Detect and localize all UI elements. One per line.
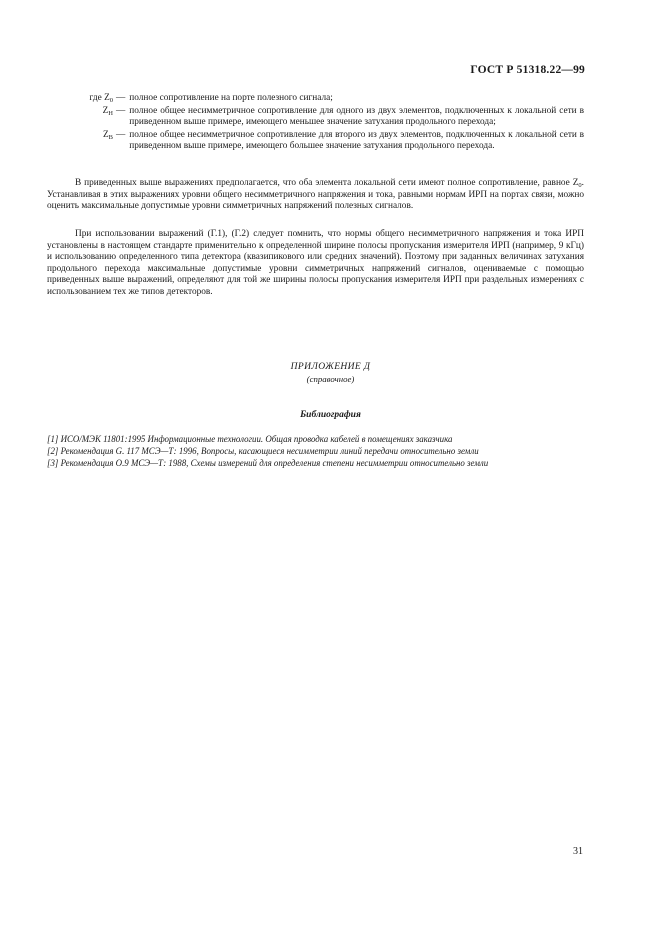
standard-id-header: ГОСТ Р 51318.22—99 — [470, 64, 585, 76]
definition-text: полное сопротивление на порте полезного сигнала; — [129, 93, 333, 103]
bibliography-list — [47, 434, 607, 469]
definition-subscript: В — [108, 133, 113, 141]
appendix-subtitle: (справочное) — [306, 374, 355, 384]
definition-term — [60, 106, 116, 129]
definition-term — [60, 130, 116, 153]
definition-subscript: 0 — [109, 97, 113, 104]
bibliography-item: [2] Рекомендация G. 117 МСЭ—Т: 1996, Вопросы, касающиеся несимметрии линий передачи относительно земли — [47, 445, 479, 456]
paragraph-subscript: 0 — [578, 182, 582, 189]
paragraph-note: При использовании выражений (Г.1), (Г.2) следует помнить, что нормы общего несимметричного напряжения и тока ИРП установлены в настоящем стандарте применительно к определенной ширине полосы пропускания измерителя ИРП (например, 9 кГц) и использованию определенного типа детектора (квазипикового или средних значений). Поэтому при заданных величинах затухания продольного перехода максимальные допустимые уровни симметричных напряжений сигналов, оцениваемые с помощью приведенных выше выражений, определяют для той же ширины полосы пропускания измерителя ИРП при раздельных измерениях с использованием тех же типов детекторов. — [47, 229, 584, 297]
bibliography-item: [3] Рекомендация О.9 МСЭ—Т: 1988, Схемы измерений для определения степени несимметрии относительно земли — [47, 457, 489, 468]
definition-term — [60, 93, 116, 105]
definition-text: полное общее несимметричное сопротивление для второго из двух элементов, подключенных к локальной сети в приведенном выше примере, имеющего большее значение затухания продольного перехода. — [129, 129, 584, 152]
appendix-title: ПРИЛОЖЕНИЕ Д — [290, 362, 371, 372]
definition-dash: — — [116, 93, 126, 103]
definition-dash: — — [116, 129, 126, 140]
page-number: 31 — [573, 846, 583, 857]
definition-symbol: Z — [102, 129, 109, 140]
definition-text: полное общее несимметричное сопротивление для одного из двух элементов, подключенных к локальной сети в приведенном выше примере, имеющего меньшее значение затухания продольного перехода; — [129, 105, 584, 128]
paragraph-text: В приведенных выше выражениях предполагается, что оба элемента локальной сети имеют полное сопротивление, равное Z — [75, 178, 579, 188]
definition-symbol: Z — [104, 93, 110, 103]
definitions-list — [60, 93, 584, 154]
bibliography-title: Библиография — [300, 410, 361, 420]
definition-zv — [60, 130, 584, 153]
bibliography-item: [1] ИСО/МЭК 11801:1995 Информационные технологии. Общая проводка кабелей в помещениях заказчика — [47, 434, 453, 444]
paragraph-text: . Устанавливая в этих выражениях уровни общего несимметричного напряжения и тока, равными нормам ИРП на портах связи, можно оценить максимальные допустимые уровни симметричных напряжений полезных сигналов. — [47, 178, 584, 212]
paragraph-assumption — [47, 178, 584, 213]
definition-dash: — — [116, 105, 126, 116]
definition-zh — [60, 106, 584, 129]
definition-prefix: где — [89, 93, 105, 103]
definition-subscript: Н — [108, 109, 113, 117]
definition-z0 — [60, 93, 584, 105]
definition-symbol: Z — [102, 105, 109, 116]
